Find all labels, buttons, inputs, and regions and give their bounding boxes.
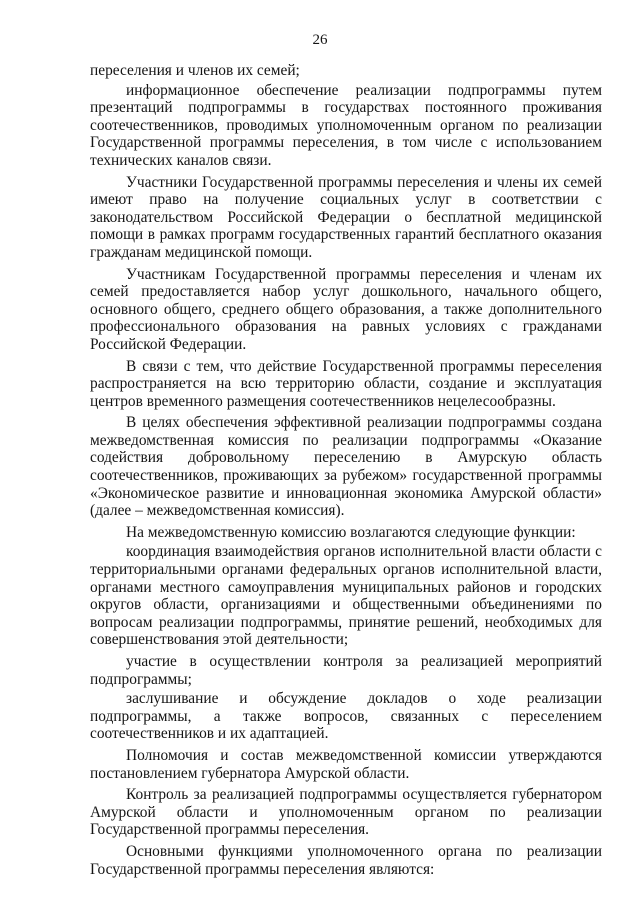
paragraph: На межведомственную комиссию возлагаются следующие функции: (126, 523, 576, 541)
paragraph: Участникам Государственной программы переселения и членам их семей предоставляется набор услуг дошкольного, начального общего, основного общего, среднего общего образования, а также дополнительного профессионального образования на равных условиях с гражданами Российской Федерации. (90, 265, 602, 353)
paragraph: Участники Государственной программы переселения и члены их семей имеют право на получение социальных услуг в соответствии с законодательством Российской Федерации о бесплатной медицинской помощи в рамках программ государственных гарантий бесплатного оказания гражданам медицинской помощи. (90, 173, 602, 261)
paragraph: В целях обеспечения эффективной реализации подпрограммы создана межведомственная комиссия по реализации подпрограммы «Оказание содействия добровольному переселению в Амурскую область соотечественников, проживающих за рубежом» государственной программы «Экономическое развитие и инновационная экономика Амурской области» (далее – межведомственная комиссия). (90, 414, 602, 520)
paragraph: участие в осуществлении контроля за реализацией мероприятий подпрограммы; (90, 653, 602, 688)
paragraph: заслушивание и обсуждение докладов о ходе реализации подпрограммы, а также вопросов, связанных с переселением соотечественников и их адаптацией. (90, 690, 602, 743)
paragraph: Основными функциями уполномоченного органа по реализации Государственной программы переселения являются: (90, 842, 602, 878)
paragraph: В связи с тем, что действие Государственной программы переселения распространяется на всю территорию области, создание и эксплуатация центров временного размещения соотечественников нецелесообразны. (90, 357, 602, 410)
page-number: 26 (312, 32, 328, 48)
document-body (90, 62, 602, 882)
paragraph: Полномочия и состав межведомственной комиссии утверждаются постановлением губернатора Амурской области. (90, 746, 602, 782)
paragraph: информационное обеспечение реализации подпрограммы путем презентаций подпрограммы в государствах постоянного проживания соотечественников, проводимых уполномоченным органом по реализации Государственной программы переселения, в том числе с использованием технических каналов связи. (90, 81, 602, 169)
paragraph: переселения и членов их семей; (90, 62, 300, 79)
paragraph: координация взаимодействия органов исполнительной власти области с территориальными органами федеральных органов исполнительной власти, органами местного самоуправления муниципальных районов и городских округов области, организациями и общественными объединениями по вопросам реализации подпрограммы, принятие решений, необходимых для совершенствования этой деятельности; (90, 543, 602, 649)
paragraph: Контроль за реализацией подпрограммы осуществляется губернатором Амурской области и уполномоченным органом по реализации Государственной программы переселения. (90, 786, 602, 839)
